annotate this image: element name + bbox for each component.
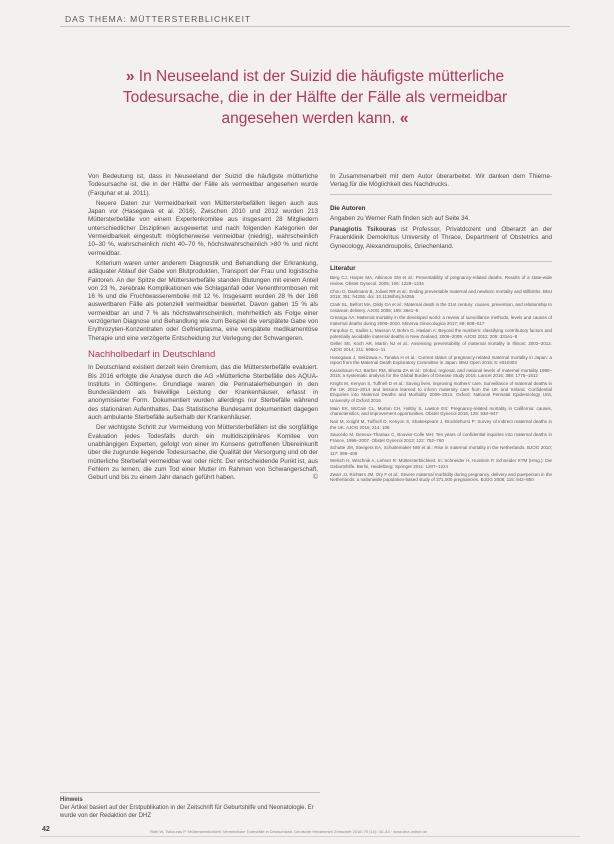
literature-item: Geller SE, Koch AR, Martin NJ et al.: Assessing preventability of maternal mortality in Illinois: 2002–2012. AJOG 2014; 211: 698e1–11	[330, 341, 552, 353]
hinweis-box	[60, 796, 315, 820]
body-paragraph: Von Bedeutung ist, dass in Neuseeland der Suizid die häufigste mütterliche Todesursache ist, die in der Hälfte der Fälle als vermeidbar angesehen wurde (Farquhar et al. 2011).	[88, 173, 318, 197]
hinweis-divider	[60, 792, 320, 793]
pull-quote	[95, 66, 535, 129]
intro-paragraph: In Zusammenarbeit mit dem Autor überarbeitet. Wir danken dem Thieme-Verlag für die Möglichkeit des Nachdrucks.	[330, 173, 552, 189]
footer-divider	[40, 836, 580, 837]
literature-item: Main EK, McCain CL, Morton CH, Holtby S, Lawton ES: Pregnancy-related mortality in California: causes, characteristics, and improvement opportunities. Obstet Gynecol 2015; 125: 938–947	[330, 405, 552, 417]
body-paragraph: Kriterium waren unter anderem Diagnostik und Behandlung der Erkrankung, adäquater Ablauf der Gabe von Blutprodukten, Transport der Frau und logistische Faktoren. An der Spitze der Müttersterbefälle standen Blutungen mit einem Anteil von 23 %, zerebrale Komplikationen wie Schlaganfall oder Venenthrombosen mit 16 % und die Fruchtwasserembolie mit 12 %. Insgesamt wurden 28 % der 168 auswertbaren Fälle als potenziell vermeidbar bewertet. Davon gaben 15 % als vermeidbar an und 7 % als höchstwahrscheinlich, mehrheitlich als Folge einer verzögerten Diagnose und Behandlung wie zum Beispiel die verspätete Gabe von Erythrozyten-Konzentraten oder Gefrierplasma, eine verspätete medikamentöse Therapie und eine verzögerte Entscheidung zur Verlegung der Schwangeren.	[88, 259, 318, 342]
literature-item: Nair M, Knight M, Tuffnell D, Kenyon S, Shakespeare J, Brocklehurst P: Survey of indirect maternal deaths in the UK. AJOG 2016; 214: 108	[330, 418, 552, 430]
literature-item: Creanga AA: Maternal mortality in the developed world: a review of surveillance methods, levels and causes of maternal deaths during 2006–2010. Minerva Ginecologica 2017; 69: 608–617	[330, 314, 552, 326]
literature-item: Berg CJ, Harper MA, Atkinson SM et al.: Preventability of pregnancy-related deaths. Results of a state-wide review. Obstet Gynecol. 2005; 106: 1228–1234	[330, 275, 552, 287]
literature-item: Hasegawa J, Sekizawa A, Tanaka H et al.: Current status of pregnancy-related maternal mortality in Japan: a report from the Maternal Death Exploratory Committee in Japan. BMJ Open 2016; 6: e010304	[330, 354, 552, 366]
divider	[330, 261, 552, 262]
literature-title: Literatur	[330, 265, 356, 273]
hinweis-title: Hinweis	[60, 797, 83, 803]
literature-item: Schutte JM, Steegers EA, Schuitemaker NW et al.: Rise in maternal mortality in the Netherlands. BJOG 2010; 117: 399–406	[330, 445, 552, 457]
literature-item: Kassebaum NJ, Barber RM, Bhutta ZA et al.: Global, regional, and national levels of maternal mortality 1990–2015: a systematic analysis for the Global Burden of Disease Study 2015. Lancet 2016; 388: 1775–1812	[330, 367, 552, 379]
divider	[330, 194, 552, 195]
literature-item: Knight M, Kenyon S, Tuffnell D et al.: Saving lives, improving mothers' care. Surveillance of maternal deaths in the UK 2012–2014 and lessons learned to inform maternity care from the UK and Ireland. Confidential Enquiries into Maternal Deaths and Morbidity 2009–2014. Oxford: National Perinatal Epidemiology Unit, University of Oxford 2016	[330, 380, 552, 404]
literature-item: Zwart JJ, Richters JM, Ory F et al.: Severe maternal morbidity during pregnancy, delivery and puerperium in the Netherlands: a nationwide population-based study of 371,000 pregnancies. BJOG 2008; 115: 842–850	[330, 471, 552, 483]
literature-item: Farquhar C, Sadler L, Masson V, Bohm G, Haslam A: Beyond the numbers: classifying contributory factors and potentially avoidable maternal deaths in New Zealand, 2006–2009. AJOG 2011; 205: 331e1–8	[330, 328, 552, 339]
author-bio-text: ist Professor, Privatdozent und Oberarzt an der Frauenklinik Demokritus University of Thrace, Department of Obstetrics and Gynecology, Alexandroupolis, Griechenland.	[330, 226, 552, 250]
body-paragraph-text: Der wichtigste Schritt zur Vermeidung von Müttersterbefällen ist die sorgfältige Evaluation jedes Todesfalls durch ein multidisziplinäres Komitee von unabhängigen Experten, gefolgt von einer im Konsens getroffenen Übereinkunft über die zugrunde liegende Todesursache, die Qualität der Versorgung und ob der mütterliche Sterbefall vermeidbar war oder nicht. Der entscheidende Punkt ist, aus Fehlern zu lernen, die zum Tod einer Mutter im Rahmen von Schwangerschaft, Geburt und bis zu einem Jahr danach geführt haben.	[88, 424, 318, 482]
author-note: Angaben zu Werner Rath finden sich auf Seite 34.	[330, 214, 470, 222]
right-column	[330, 173, 552, 485]
authors-title: Die Autoren	[330, 204, 366, 212]
literature-item: Saucedo M, Deneux-Tharaux C, Bouvier-Colle MH: Ten years of confidential inquiries into maternal deaths in France, 1998–2007. Obstet Gynecol 2013; 122: 752–760	[330, 432, 552, 443]
footer-citation: Rath W, Tsikouras P: Müttersterblichkeit: Vermeidbare Todesfälle in Deutschland. Deutsche Hebammen Zeitschrift 2018; 70 (10): 40–43 · www.dhz-online.de	[150, 829, 427, 834]
literature-item: Clark SL, Belfort MA, Dildy GA et al.: Maternal death in the 21st century: causes, prevention, and relationship to cesarean delivery. AJOG 2008; 199: 36e1–5	[330, 301, 552, 313]
body-paragraph: Neuere Daten zur Vermeidbarkeit von Müttersterbefällen liegen auch aus Japan vor (Hasegawa et al. 2016). Zwischen 2010 und 2012 wurden 213 Müttersterbefälle von einem Expertenkomitee aus insgesamt 28 Mitgliedern unterschiedlicher Disziplinen ausgewertet und nach folgenden Kategorien der Vermeidbarkeit eingestuft: möglicherweise vermeidbar (niedrig), wahrscheinlich 10–30 %, wahrscheinlich nicht 40–70 %, höchstwahrscheinlich >80 % und nicht vermeidbar.	[88, 199, 318, 257]
header-divider	[60, 26, 570, 27]
body-paragraph: In Deutschland existiert derzeit kein Gremium, das die Müttersterbefälle evaluiert. Bis 2016 erfolgte die Analyse durch die AG »Mütterliche Sterbefälle des AQUA-Instituts in Göttingen«. Grundlage waren die Perinatalerhebungen in den Bundesländern als freiwillige Leistung der Krankenhäuser, erfasst in anonymisierter Form. Dokumentiert wurden allerdings nur Sterbefälle während des stationären Aufenthaltes. Das Statistische Bundesamt dokumentiert dagegen auch ambulante Sterbefälle außerhalb der Krankenhäuser.	[88, 364, 318, 422]
section-header: DAS THEMA: MÜTTERSTERBLICHKEIT	[65, 14, 252, 24]
literature-item: Chou D, Daelmans B, Jolivet RR et al.: Ending preventable maternal and newborn mortality and stillbirths. BMJ 2015; 351: h4255. doi: 10.1136/bmj.h4255	[330, 288, 552, 300]
author-bio	[330, 226, 552, 251]
left-column	[88, 173, 318, 484]
end-mark: ©	[312, 474, 318, 482]
hinweis-text: Der Artikel basiert auf der Erstpublikation in der Zeitschrift für Geburtshilfe und Neonatologie. Er wurde von der Redaktion der DHZ	[60, 805, 314, 819]
literature-item: Welsch H, Wischnik A, Lehner R: Müttersterblichkeit. In: Schneider H, Husslein P, Schneider KTM (Hrsg.): Die Geburtshilfe. Berlin, Heidelberg: Springer 2011: 1207–1224	[330, 458, 552, 470]
quote-open-mark: »	[125, 68, 135, 85]
pull-quote-text: In Neuseeland ist der Suizid die häufigste mütterliche Todesursache, die in der Hälfte der Fälle als vermeidbar angesehen werden kann.	[122, 68, 508, 127]
section-title: Nachholbedarf in Deutschland	[88, 348, 216, 360]
literature-list	[330, 275, 552, 483]
author-name: Panagiotis Tsikouras	[330, 226, 397, 234]
quote-close-mark: «	[399, 110, 409, 127]
body-paragraph	[88, 424, 318, 482]
page-number: 42	[42, 826, 50, 833]
